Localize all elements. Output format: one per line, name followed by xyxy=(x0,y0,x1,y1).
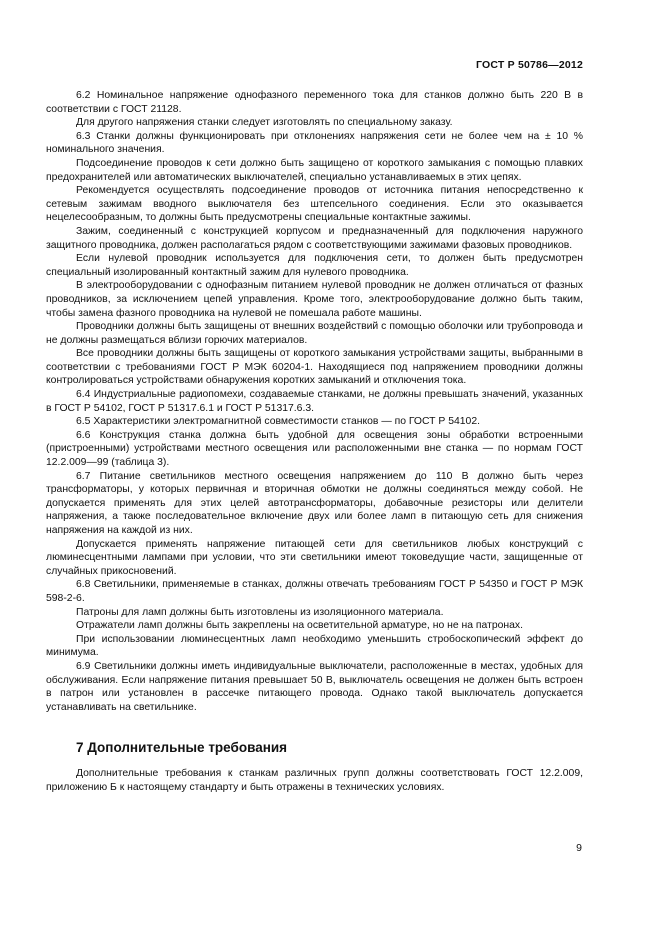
paragraph-protective-clamp: Зажим, соединенный с конструкцией корпусом и предназначенный для подключения наружного защитного проводника, должен располагаться рядом с соответствующими зажимами фазовых проводников. xyxy=(46,225,583,251)
paragraph-6-6: 6.6 Конструкция станка должна быть удобной для освещения зоны обработки встроенными (пристроенными) устройствами местного освещения или расположенными вне станка — по нормам ГОСТ 12.2.009—99 (таблица 3). xyxy=(46,429,583,469)
section-7-title: 7 Дополнительные требования xyxy=(76,740,288,756)
paragraph-fluorescent-supply: Допускается применять напряжение питающей сети для светильников любых конструкций с люминесцентными лампами при условии, что эти светильники имеют токоведущие части, защищенные от случайных прикосновений. xyxy=(46,538,583,577)
paragraph-6-8: 6.8 Светильники, применяемые в станках, должны отвечать требованиям ГОСТ Р 54350 и ГОСТ Р МЭК 598-2-6. xyxy=(46,579,583,604)
paragraph-stroboscopic: При использовании люминесцентных ламп необходимо уменьшить стробоскопический эффект до минимума. xyxy=(46,633,583,659)
paragraph-special-order: Для другого напряжения станки следует изготовлять по специальному заказу. xyxy=(76,117,453,129)
paragraph-6-3: 6.3 Станки должны функционировать при отклонениях напряжения сети не более чем на ± 10 % номинального значения. xyxy=(46,130,583,156)
paragraph-connection-recommendation: Рекомендуется осуществлять подсоединение проводов от источника питания непосредственно к сетевым зажимам вводного выключателя без штепсельного соединения. Если это оказывается нецелесообразным, то должны быть предусмотрены специальные контактные зажимы. xyxy=(46,185,583,224)
paragraph-lamp-holders: Патроны для ламп должны быть изготовлены из изоляционного материала. xyxy=(76,606,444,618)
paragraph-wire-protection: Подсоединение проводов к сети должно быть защищено от короткого замыкания с помощью плавких предохранителей или автоматических выключателей, специально устанавливаемых в этих цепях. xyxy=(46,157,583,183)
paragraph-6-5: 6.5 Характеристики электромагнитной совместимости станков — по ГОСТ Р 54102. xyxy=(76,416,481,428)
paragraph-reflectors: Отражатели ламп должны быть закреплены на осветительной арматуре, но не на патронах. xyxy=(76,620,524,632)
document-header-standard-id: ГОСТ Р 50786—2012 xyxy=(475,59,583,71)
document-body xyxy=(46,89,583,795)
page-number: 9 xyxy=(576,842,582,854)
paragraph-6-4: 6.4 Индустриальные радиопомехи, создаваемые станками, не должны превышать значений, указанных в ГОСТ Р 54102, ГОСТ Р 51317.6.1 и ГОСТ Р 51317.6.3. xyxy=(46,389,583,414)
paragraph-6-2: 6.2 Номинальное напряжение однофазного переменного тока для станков должно быть 220 В в соответствии с ГОСТ 21128. xyxy=(46,90,583,115)
paragraph-6-7: 6.7 Питание светильников местного освещения напряжением до 110 В должно быть через трансформаторы, у которых первичная и вторичная обмотки не должны соединяться между собой. Не допускается применять для этих целей автотрансформаторы, добавочные резисторы или делители напряжения, а также последовательное включение двух или более ламп в питающую сеть для снижения напряжения на каждой из них. xyxy=(46,470,583,536)
paragraph-single-phase: В электрооборудовании с однофазным питанием нулевой проводник не должен отличаться от фазных проводников, за исключением цепей управления. Кроме того, электрооборудование должно быть таким, чтобы замена фазного проводника на нулевой не помешала работе машины. xyxy=(46,280,583,319)
section-7-text: Дополнительные требования к станкам различных групп должны соответствовать ГОСТ 12.2.009, приложению Б к настоящему стандарту и быть отражены в технических условиях. xyxy=(46,768,583,793)
paragraph-conductor-protection: Проводники должны быть защищены от внешних воздействий с помощью оболочки или трубопровода и не должны размещаться вблизи горючих материалов. xyxy=(46,321,583,346)
paragraph-neutral-clamp: Если нулевой проводник используется для подключения сети, то должен быть предусмотрен специальный изолированный контактный зажим для нулевого проводника. xyxy=(46,253,583,278)
paragraph-6-9: 6.9 Светильники должны иметь индивидуальные выключатели, расположенные в местах, удобных для обслуживания. Если напряжение питания превышает 50 В, выключатель освещения не должен быть встроен в патрон или установлен в рассечке питающего провода. Однако такой выключатель допускается устанавливать на светильнике. xyxy=(46,660,583,713)
paragraph-short-circuit: Все проводники должны быть защищены от короткого замыкания устройствами защиты, выбранными в соответствии с требованиями ГОСТ Р МЭК 60204-1. Находящиеся под напряжением проводники должны контролироваться устройствами обнаружения коротких замыканий и отключения тока. xyxy=(46,348,583,387)
